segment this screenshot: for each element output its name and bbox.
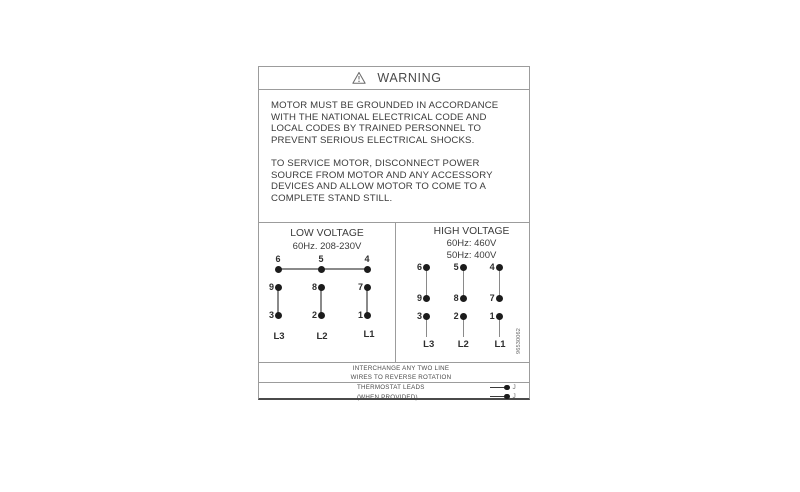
service-warning-paragraph xyxy=(271,158,493,204)
rotation-note-line1: INTERCHANGE ANY TWO LINE xyxy=(352,364,450,372)
low-terminal-1-dot xyxy=(364,312,371,319)
low-line-L3-label: L3 xyxy=(273,331,285,342)
thermostat-lead-label-2: J xyxy=(512,393,516,400)
high-terminal-7-label: 7 xyxy=(489,293,495,303)
low-terminal-8-dot xyxy=(318,284,325,291)
thermostat-lead-dot-2 xyxy=(504,394,510,400)
high-terminal-1-dot xyxy=(496,313,503,320)
paragraph-line: COMPLETE STAND STILL. xyxy=(271,192,393,204)
high-link-wire-6-9 xyxy=(426,269,427,297)
paragraph-line: MOTOR MUST BE GROUNDED IN ACCORDANCE xyxy=(271,100,499,111)
high-terminal-9-label: 9 xyxy=(416,293,422,303)
low-link-wire-9-3 xyxy=(277,288,278,315)
low-terminal-6-label: 6 xyxy=(275,254,281,264)
low-voltage-subtitle: 60Hz. 208-230V xyxy=(292,240,362,252)
high-line-L3-label: L3 xyxy=(423,339,435,350)
low-line-L1-label: L1 xyxy=(363,329,375,340)
high-terminal-3-label: 3 xyxy=(416,311,422,321)
thermostat-lead-label-1: J xyxy=(512,383,516,391)
paragraph-line: SOURCE FROM MOTOR AND ANY ACCESSORY xyxy=(271,169,493,181)
high-voltage-subtitle-60hz: 60Hz: 460V xyxy=(446,238,497,249)
low-terminal-1-label: 1 xyxy=(357,309,363,320)
low-terminal-6-dot xyxy=(275,266,282,273)
low-terminal-9-dot xyxy=(275,284,282,291)
voltage-section-divider xyxy=(395,222,396,362)
high-line-L2-label: L2 xyxy=(457,339,469,350)
rotation-note-line2: WIRES TO REVERSE ROTATION xyxy=(350,373,452,381)
high-terminal-2-label: 2 xyxy=(453,311,459,321)
high-link-wire-4-7 xyxy=(499,269,500,297)
high-lead-wire-2-L2 xyxy=(463,318,464,337)
paragraph-line: WITH THE NATIONAL ELECTRICAL CODE AND xyxy=(271,111,487,123)
thermostat-note-line2: (WHEN PROVIDED) xyxy=(357,393,418,401)
warning-header xyxy=(259,67,529,90)
high-line-L1-label: L1 xyxy=(494,339,506,350)
part-number: 96530062 xyxy=(516,327,522,355)
low-terminal-2-dot xyxy=(318,312,325,319)
thermostat-note-line1: THERMOSTAT LEADS xyxy=(357,384,425,391)
low-terminal-3-dot xyxy=(275,312,282,319)
high-voltage-subtitle-50hz: 50Hz: 400V xyxy=(446,250,497,261)
high-lead-wire-1-L1 xyxy=(499,318,500,337)
high-terminal-6-label: 6 xyxy=(416,262,422,272)
thermostat-lead-wire-1 xyxy=(490,387,505,388)
high-voltage-title: HIGH VOLTAGE xyxy=(433,226,510,237)
paragraph-line: LOCAL CODES BY TRAINED PERSONNEL TO xyxy=(271,123,482,134)
low-terminal-8-label: 8 xyxy=(311,282,317,292)
low-terminal-2-label: 2 xyxy=(311,309,317,320)
low-line-L2-label: L2 xyxy=(316,331,328,342)
high-terminal-2-dot xyxy=(460,313,467,320)
high-terminal-5-dot xyxy=(460,264,467,271)
low-link-wire-7-1 xyxy=(366,288,367,315)
high-terminal-8-dot xyxy=(460,295,467,302)
high-terminal-4-dot xyxy=(496,264,503,271)
thermostat-lead-wire-2 xyxy=(490,396,505,397)
paragraph-line: PREVENT SERIOUS ELECTRICAL SHOCKS. xyxy=(271,134,475,146)
high-terminal-1-label: 1 xyxy=(489,311,495,321)
low-terminal-7-dot xyxy=(364,284,371,291)
high-terminal-5-label: 5 xyxy=(453,262,459,272)
warning-triangle-icon xyxy=(352,71,366,85)
low-terminal-7-label: 7 xyxy=(357,282,363,292)
high-terminal-8-label: 8 xyxy=(453,293,459,303)
thermostat-lead-dot-1 xyxy=(504,385,510,391)
warning-title: WARNING xyxy=(377,71,442,85)
low-link-wire-8-2 xyxy=(320,288,321,315)
grounding-warning-paragraph xyxy=(271,100,498,146)
paragraph-line: TO SERVICE MOTOR, DISCONNECT POWER xyxy=(271,158,480,169)
low-terminal-5-label: 5 xyxy=(318,254,324,264)
low-terminal-3-label: 3 xyxy=(268,309,274,320)
high-terminal-4-label: 4 xyxy=(489,262,495,272)
low-terminal-4-label: 4 xyxy=(364,254,370,264)
paragraph-line: DEVICES AND ALLOW MOTOR TO COME TO A xyxy=(271,181,487,192)
low-terminal-9-label: 9 xyxy=(268,282,274,292)
motor-warning-label xyxy=(258,66,530,400)
high-terminal-7-dot xyxy=(496,295,503,302)
low-terminal-4-dot xyxy=(364,266,371,273)
high-link-wire-5-8 xyxy=(463,269,464,297)
low-voltage-title: LOW VOLTAGE xyxy=(290,228,364,239)
low-terminal-5-dot xyxy=(318,266,325,273)
high-lead-wire-3-L3 xyxy=(426,318,427,337)
